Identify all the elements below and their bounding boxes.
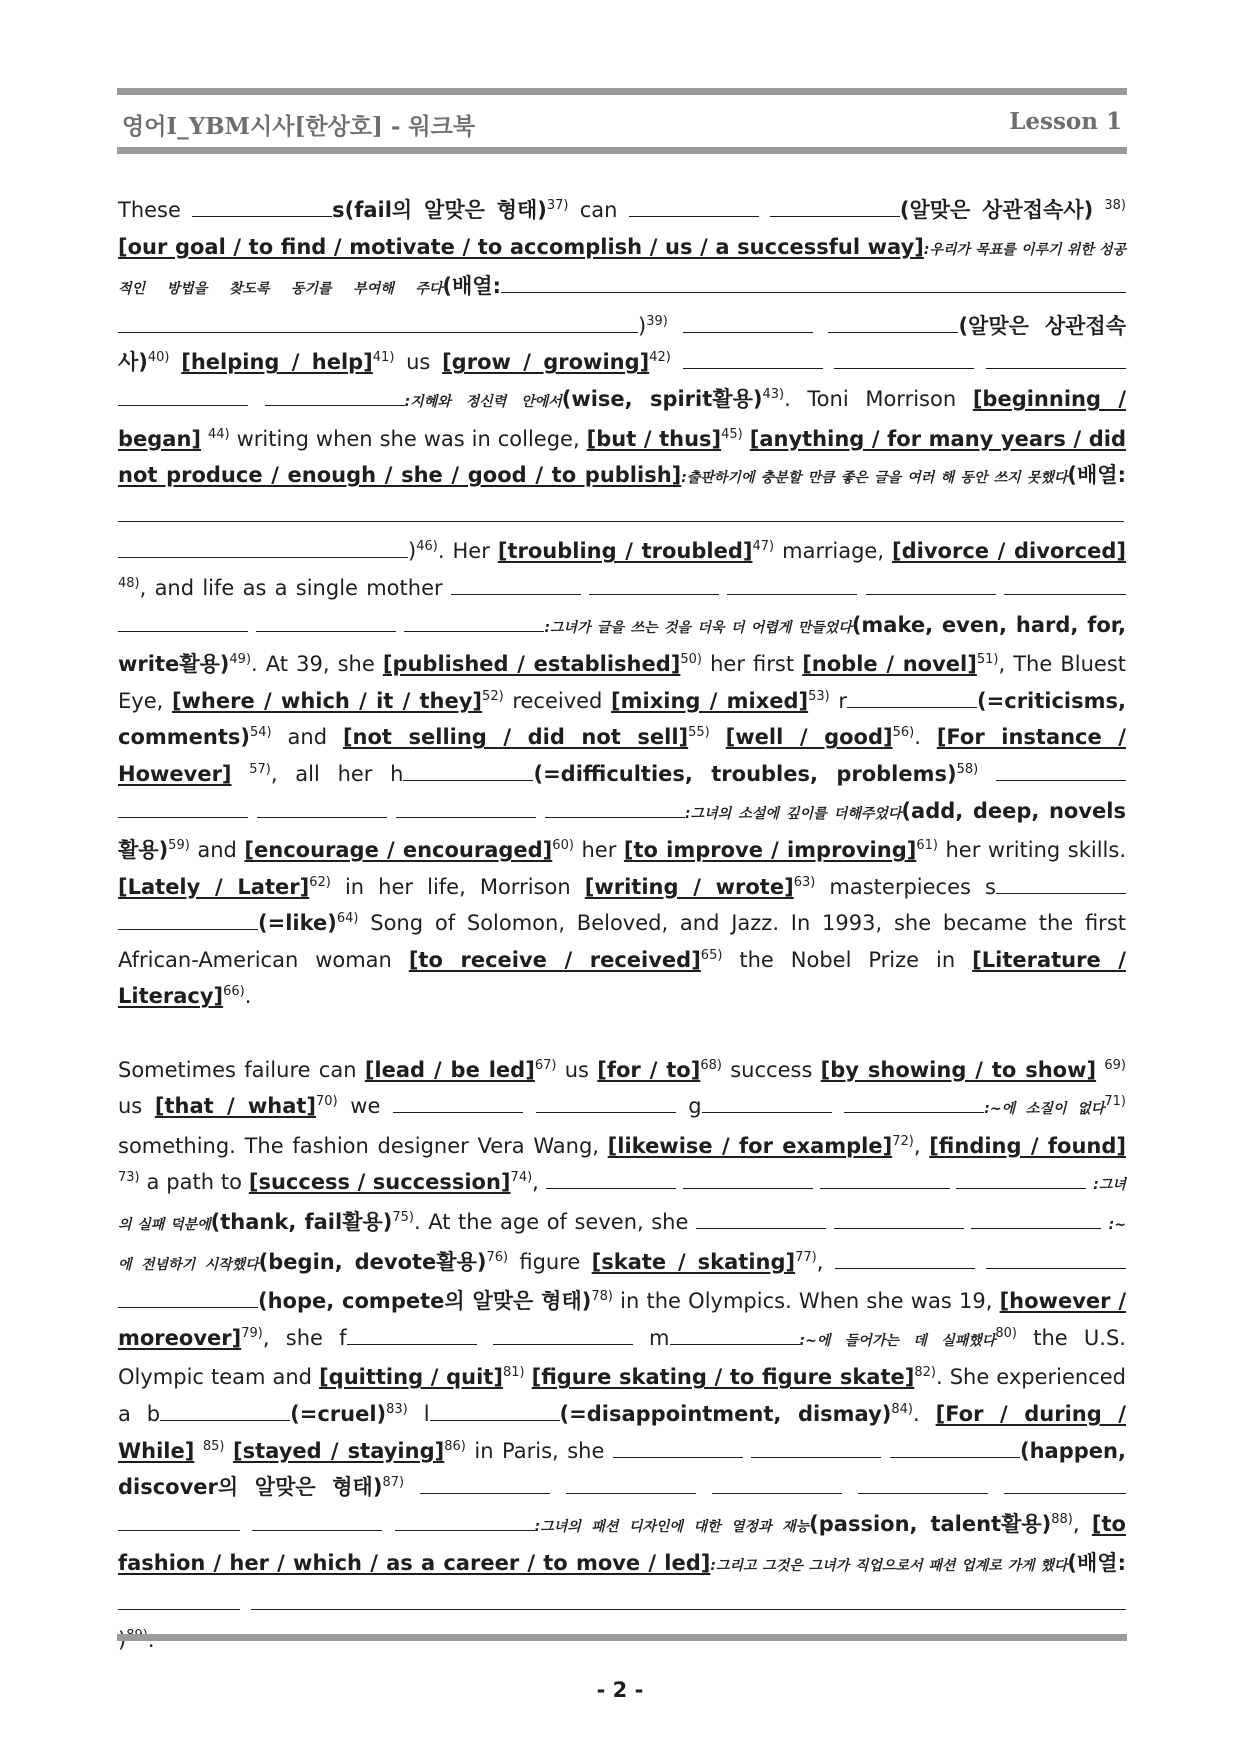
blank-40b[interactable]	[828, 314, 958, 333]
blank-88f[interactable]	[118, 1512, 240, 1531]
blank-arrange-89b[interactable]	[251, 1591, 1126, 1610]
blank-43c[interactable]	[986, 350, 1126, 369]
option-45: [but / thus]	[586, 426, 722, 451]
option-69: [by showing / to show]	[820, 1057, 1097, 1082]
blank-80a[interactable]	[347, 1326, 477, 1345]
blank-88g[interactable]	[252, 1512, 382, 1531]
blank-59e[interactable]	[545, 799, 685, 818]
option-50: [published / established]	[382, 652, 681, 677]
footer-rule	[117, 1634, 1127, 1641]
blank-88h[interactable]	[395, 1512, 535, 1531]
blank-58[interactable]	[403, 762, 533, 781]
blank-40a[interactable]	[683, 314, 813, 333]
blank-arrange-39a[interactable]	[501, 274, 1126, 293]
blank-88e[interactable]	[1004, 1475, 1126, 1494]
blank-78c[interactable]	[118, 1289, 258, 1308]
blank-75c[interactable]	[820, 1170, 950, 1189]
option-77: [skate / skating]	[591, 1249, 796, 1274]
option-72: [likewise / for example]	[607, 1133, 893, 1158]
page-number: - 2 -	[596, 1678, 644, 1702]
blank-43d[interactable]	[118, 387, 248, 406]
blank-59a[interactable]	[996, 762, 1126, 781]
option-66: [Literature / Literacy]	[118, 947, 1126, 1009]
option-82: [figure skating / to figure skate]	[531, 1365, 915, 1390]
page-header	[122, 104, 1122, 144]
blank-75a[interactable]	[546, 1170, 676, 1189]
blank-87a[interactable]	[613, 1439, 743, 1458]
blank-78b[interactable]	[986, 1250, 1126, 1269]
option-56: [well / good]	[725, 725, 893, 750]
blank-38b[interactable]	[770, 198, 900, 217]
option-65: [to receive / received]	[408, 947, 701, 972]
header-top-rule	[117, 88, 1127, 95]
blank-37[interactable]	[192, 198, 332, 217]
blank-54[interactable]	[847, 689, 977, 708]
option-74: [success / succession]	[248, 1170, 511, 1195]
arrange-46: [anything / for many years / did not produce / enough / she / good / to publish]	[118, 426, 1127, 488]
blank-59d[interactable]	[396, 799, 536, 818]
blank-arrange-46a[interactable]	[118, 503, 1124, 522]
option-68: [for / to]	[597, 1057, 701, 1082]
blank-88d[interactable]	[858, 1475, 988, 1494]
blank-38a[interactable]	[629, 198, 759, 217]
option-52: [where / which / it / they]	[171, 688, 483, 713]
option-73: [finding / found]	[929, 1133, 1126, 1158]
option-81: [quitting / quit]	[319, 1365, 503, 1390]
blank-71d[interactable]	[844, 1094, 984, 1113]
option-62: [Lately / Later]	[118, 874, 310, 899]
blank-76b[interactable]	[834, 1210, 964, 1229]
option-41: [helping / help]	[181, 350, 373, 375]
paragraph-vera-wang: Sometimes failure can [lead / be led]$^{67)}$ us [for / to]$^{68)}$ success [by showing / to show] $^{69)}$ us [that / what]$^{70)}$ we g :~에 소질이 없다$^{71)}$ something. The fashion designer Vera Wang, [likewise / for example]$^{72)}$, [finding / found] $^{73)}$ a path to [success / succession]$^{74)}$, :그녀의 실패 덕분에(thank, fail활용)$^{75)}$. At the age of seven, she :~에 전념하기 시작했다(begin, devote활용)$^{76)}$ figure [skate / skating]$^{77)}$, (hope, compete의 알맞은 형태)$^{78)}$ in the Olympics. When she was 19, [however / moreover]$^{79)}$, she f m :~에 들어가는 데 실패했다$^{80)}$ the U.S. Olympic team and [quitting / quit]$^{81)}$ [figure skating / to figure skate]$^{82)}$. She experienced a b (=cruel)$^{83)}$ l (=disappointment, dismay)$^{84)}$. [For / during / While] $^{85)}$ [stayed / staying]$^{86)}$ in Paris, she (happen, discover의 알맞은 형태)$^{87)}$ :그녀의 패션 디자인에 대한 열정과 재능(passion, talent활용)$^{88)}$, [to fashion / her / which / as a career / to move / led]:그리고 그것은 그녀가 직업으로서 패션 업계로 가게 했다(배열:	[118, 1052, 1126, 1659]
blank-59b[interactable]	[118, 799, 248, 818]
blank-80c[interactable]	[670, 1326, 800, 1345]
option-48: [divorce / divorced]	[892, 539, 1126, 564]
blank-80b[interactable]	[493, 1326, 633, 1345]
option-44: [beginning / began]	[118, 386, 1126, 451]
blank-64a[interactable]	[996, 875, 1126, 894]
arrange-38: [our goal / to find / motivate / to accomplish / us / a successful way]	[118, 234, 924, 259]
blank-83[interactable]	[160, 1402, 290, 1421]
blank-49a[interactable]	[451, 576, 581, 595]
blank-87c[interactable]	[890, 1439, 1020, 1458]
blank-64b[interactable]	[118, 911, 258, 930]
blank-88b[interactable]	[566, 1475, 696, 1494]
blank-75b[interactable]	[683, 1170, 813, 1189]
option-53: [mixing / mixed]	[611, 688, 809, 713]
arrange-89: [to fashion / her / which / as a career / to move / led]	[118, 1511, 1126, 1576]
option-79: [however / moreover]	[118, 1289, 1126, 1350]
blank-49h[interactable]	[404, 613, 544, 632]
option-63: [writing / wrote]	[584, 874, 794, 899]
blank-49f[interactable]	[118, 613, 248, 632]
blank-49e[interactable]	[1004, 576, 1126, 595]
option-85: [For / during / While]	[118, 1402, 1126, 1463]
blank-71c[interactable]	[702, 1094, 832, 1113]
blank-arrange-46b[interactable]	[118, 539, 408, 558]
workbook-title: 영어I_YBM시사[한상호] - 워크북	[122, 113, 476, 140]
blank-59c[interactable]	[257, 799, 387, 818]
blank-88c[interactable]	[712, 1475, 842, 1494]
paragraph-toni-morrison: These s(fail의 알맞은 형태)$^{37)}$ can (알맞은 상관접속사) $^{38)}$ [our goal / to find / motivate / to accomplish / us / a successful way]:우리가 목표를 이루기 위한 성공적인 방법을 찾도록 동기를 부여해 주다(배열: )$^{39)}$ (알맞은 상관접속사)$^{40)}$ [helping / help]$^{41)}$ us [grow / growing]$^{42)}$ :지혜와 정신력 안에서(wise, spirit활용)$^{43)}$. Toni Morrison [beginning / began] $^{44)}$ writing when she was in college, [but / thus]$^{45)}$ [anything / for many years / did not produce / enough / she / good / to publish]:출판하기에 충분할 만큼 좋은 글을 여러 해 동안 쓰지 못했다(배열: )$^{46)}$. Her [troubling / troubled]$^{47)}$ marriage, [divorce / divorced] $^{48)}$, and life as a single mother :그녀가 글을 쓰는 것을 더욱 더 어렵게 만들었다(make, even, hard, for, write활용)$^{49)}$. At 39, she [published / established]$^{50)}$ her first [noble / novel]$^{51)}$, The Bluest Eye, [where / which / it / they]$^{52)}$ received [mixing / mixed]$^{53)}$ r (=criticisms, comments)$^{54)}$ and [not selling / did not sell]$^{55)}$ [well / good]$^{56)}$. [For instance / However] $^{57)}$, all her h (=difficulties, troubles, problems)$^{58)}$ :그녀의 소설에 깊이를 더해주었다(add, deep, novels활용)$^{59)}$ and [encourage / encouraged]$^{60)}$ her [to improve / improving]$^{61)}$ her writing skills. [Lately / Later]$^{62)}$ in her life, Morrison [writing / wrote]$^{63)}$ masterpieces s (=like)$^{64)}$ Song of Solomon, Beloved, and Jazz. In 1993, she became the first African-American woman [to receive / received]$^{65)}$ the Nobel Prize in [Literature / Literacy]$^{66)}$.	[118, 198, 1127, 1009]
option-47: [troubling / troubled]	[497, 539, 753, 564]
blank-49g[interactable]	[256, 613, 396, 632]
blank-71a[interactable]	[393, 1094, 523, 1113]
option-86: [stayed / staying]	[233, 1438, 445, 1463]
blank-84[interactable]	[430, 1402, 560, 1421]
option-60: [encourage / encouraged]	[244, 838, 553, 863]
blank-78a[interactable]	[835, 1250, 975, 1269]
blank-43a[interactable]	[683, 350, 823, 369]
blank-arrange-89a[interactable]	[118, 1591, 240, 1610]
blank-87b[interactable]	[751, 1439, 881, 1458]
blank-49b[interactable]	[589, 576, 719, 595]
option-70: [that / what]	[154, 1094, 317, 1119]
blank-43b[interactable]	[834, 350, 974, 369]
option-55: [not selling / did not sell]	[342, 725, 689, 750]
header-bottom-rule	[117, 147, 1127, 154]
blank-76a[interactable]	[696, 1210, 826, 1229]
blank-76c[interactable]	[971, 1210, 1101, 1229]
option-57: [For instance / However]	[118, 725, 1126, 786]
blank-49d[interactable]	[866, 576, 996, 595]
option-67: [lead / be led]	[364, 1057, 535, 1082]
option-51: [noble / novel]	[802, 652, 977, 677]
blank-arrange-39b[interactable]	[118, 314, 638, 333]
workbook-passage	[118, 192, 1126, 1658]
option-61: [to improve / improving]	[623, 838, 917, 863]
blank-43e[interactable]	[265, 387, 405, 406]
blank-88a[interactable]	[420, 1475, 550, 1494]
blank-71b[interactable]	[536, 1094, 676, 1113]
blank-49c[interactable]	[727, 576, 857, 595]
blank-75d[interactable]	[956, 1170, 1086, 1189]
lesson-label: Lesson 1	[1009, 108, 1122, 135]
option-42: [grow / growing]	[442, 350, 650, 375]
